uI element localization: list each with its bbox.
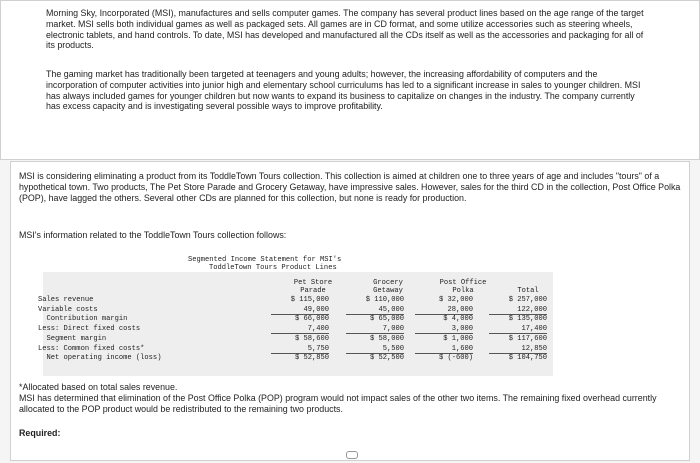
cell-value: $ 58,600 xyxy=(294,334,329,343)
question-paragraph-1: MSI is considering eliminating a product from its ToddleTown Tours collection. This collection is aimed at children one to three years of age and includes "tours" of a hypothetical town. Two products, The Pet Store Parade and Grocery Getaway, have impressive sales. However, sales for the third CD in the collection, Post Office Polka (POP), have lagged the others. Several other CDs are planned for this collection, but none is ready for production. xyxy=(19,171,681,203)
cell-value: $ 257,000 xyxy=(508,296,547,304)
col-header-pet-store: Pet Store Parade xyxy=(293,279,333,295)
cell-value: $ 104,750 xyxy=(508,354,547,363)
cell-value: $ 115,000 xyxy=(290,296,329,304)
row-label: Less: Common fixed costs* xyxy=(38,344,145,353)
cell-value: $ 4,000 xyxy=(443,315,473,324)
statement-title-1: Segmented Income Statement for MSI's xyxy=(188,256,342,264)
cell-value: 28,000 xyxy=(415,306,473,315)
cell-value: $ 66,000 xyxy=(294,315,329,324)
cell-value: $ 135,000 xyxy=(508,315,547,324)
cell-value: 5,750 xyxy=(271,345,329,354)
cell-value: $ 1,000 xyxy=(443,334,473,343)
question-panel xyxy=(10,161,690,461)
col-header-grocery: Grocery Getaway xyxy=(373,279,403,295)
cell-value: $ 110,000 xyxy=(365,296,404,304)
required-label: Required: xyxy=(19,428,61,438)
intro-panel xyxy=(0,0,700,160)
footnote-determination: MSI has determined that elimination of the Post Office Polka (POP) program would not impact sales of the other two items. The remaining fixed overhead currently allocated to the POP product would be redistributed to the remaining two products. xyxy=(19,392,657,414)
cell-value: 49,000 xyxy=(271,306,329,315)
cell-value: 7,000 xyxy=(346,325,404,334)
row-label: Variable costs xyxy=(38,305,98,314)
row-label: Net operating income (loss) xyxy=(38,354,162,363)
row-label: Contribution margin xyxy=(38,315,128,324)
cell-value: 1,600 xyxy=(415,345,473,354)
cell-value: 3,000 xyxy=(415,325,473,334)
cell-value: 5,500 xyxy=(346,345,404,354)
cell-value: $ 117,600 xyxy=(508,334,547,343)
cell-value: 45,000 xyxy=(346,306,404,315)
cell-value: 12,850 xyxy=(489,345,547,354)
row-label: Sales revenue xyxy=(38,296,94,304)
row-label: Segment margin xyxy=(38,334,107,343)
footnote xyxy=(19,382,681,414)
cell-value: $ 52,500 xyxy=(369,354,404,363)
cell-value: $ 32,000 xyxy=(438,296,473,304)
intro-paragraph-2: The gaming market has traditionally been targeted at teenagers and young adults; however, the increasing affordability of computers and the incorporation of computer activities into junior high and elementary school curriculums has led to a significant increase in sales to younger children. MSI has always included games for younger children but now wants to expand its business to capitalize on changes in the industry. The company currently has excess capacity and is investigating several possible ways to improve profitability. xyxy=(46,69,641,112)
cell-value: 7,400 xyxy=(271,325,329,334)
cell-value: 122,000 xyxy=(489,306,547,315)
cell-value: 17,400 xyxy=(489,325,547,334)
footnote-allocation: *Allocated based on total sales revenue. xyxy=(19,382,178,392)
cell-value: $ (-600) xyxy=(438,354,473,363)
col-header-post-office: Post Office Polka xyxy=(439,279,487,295)
question-paragraph-2: MSI's information related to the ToddleTown Tours collection follows: xyxy=(19,230,287,240)
intro-paragraph-1: Morning Sky, Incorporated (MSI), manufactures and sells computer games. The company has several product lines based on the age range of the target market. MSI sells both individual games as well as packaged sets. All games are in CD format, and some utilize accessories such as steering wheels, electronic tablets, and hand controls. To date, MSI has developed and manufactured all the CDs itself as well as the accessories and packaging for all of its products. xyxy=(46,8,644,51)
row-label: Less: Direct fixed costs xyxy=(38,325,141,334)
segmented-income-statement xyxy=(33,252,553,372)
cell-value: $ 65,000 xyxy=(369,315,404,324)
scroll-indicator-icon[interactable] xyxy=(346,451,358,459)
cell-value: $ 58,000 xyxy=(369,334,404,343)
cell-value: $ 52,850 xyxy=(294,354,329,363)
col-header-total: Total xyxy=(517,287,539,295)
statement-title-2: ToddleTown Tours Product Lines xyxy=(209,264,337,272)
